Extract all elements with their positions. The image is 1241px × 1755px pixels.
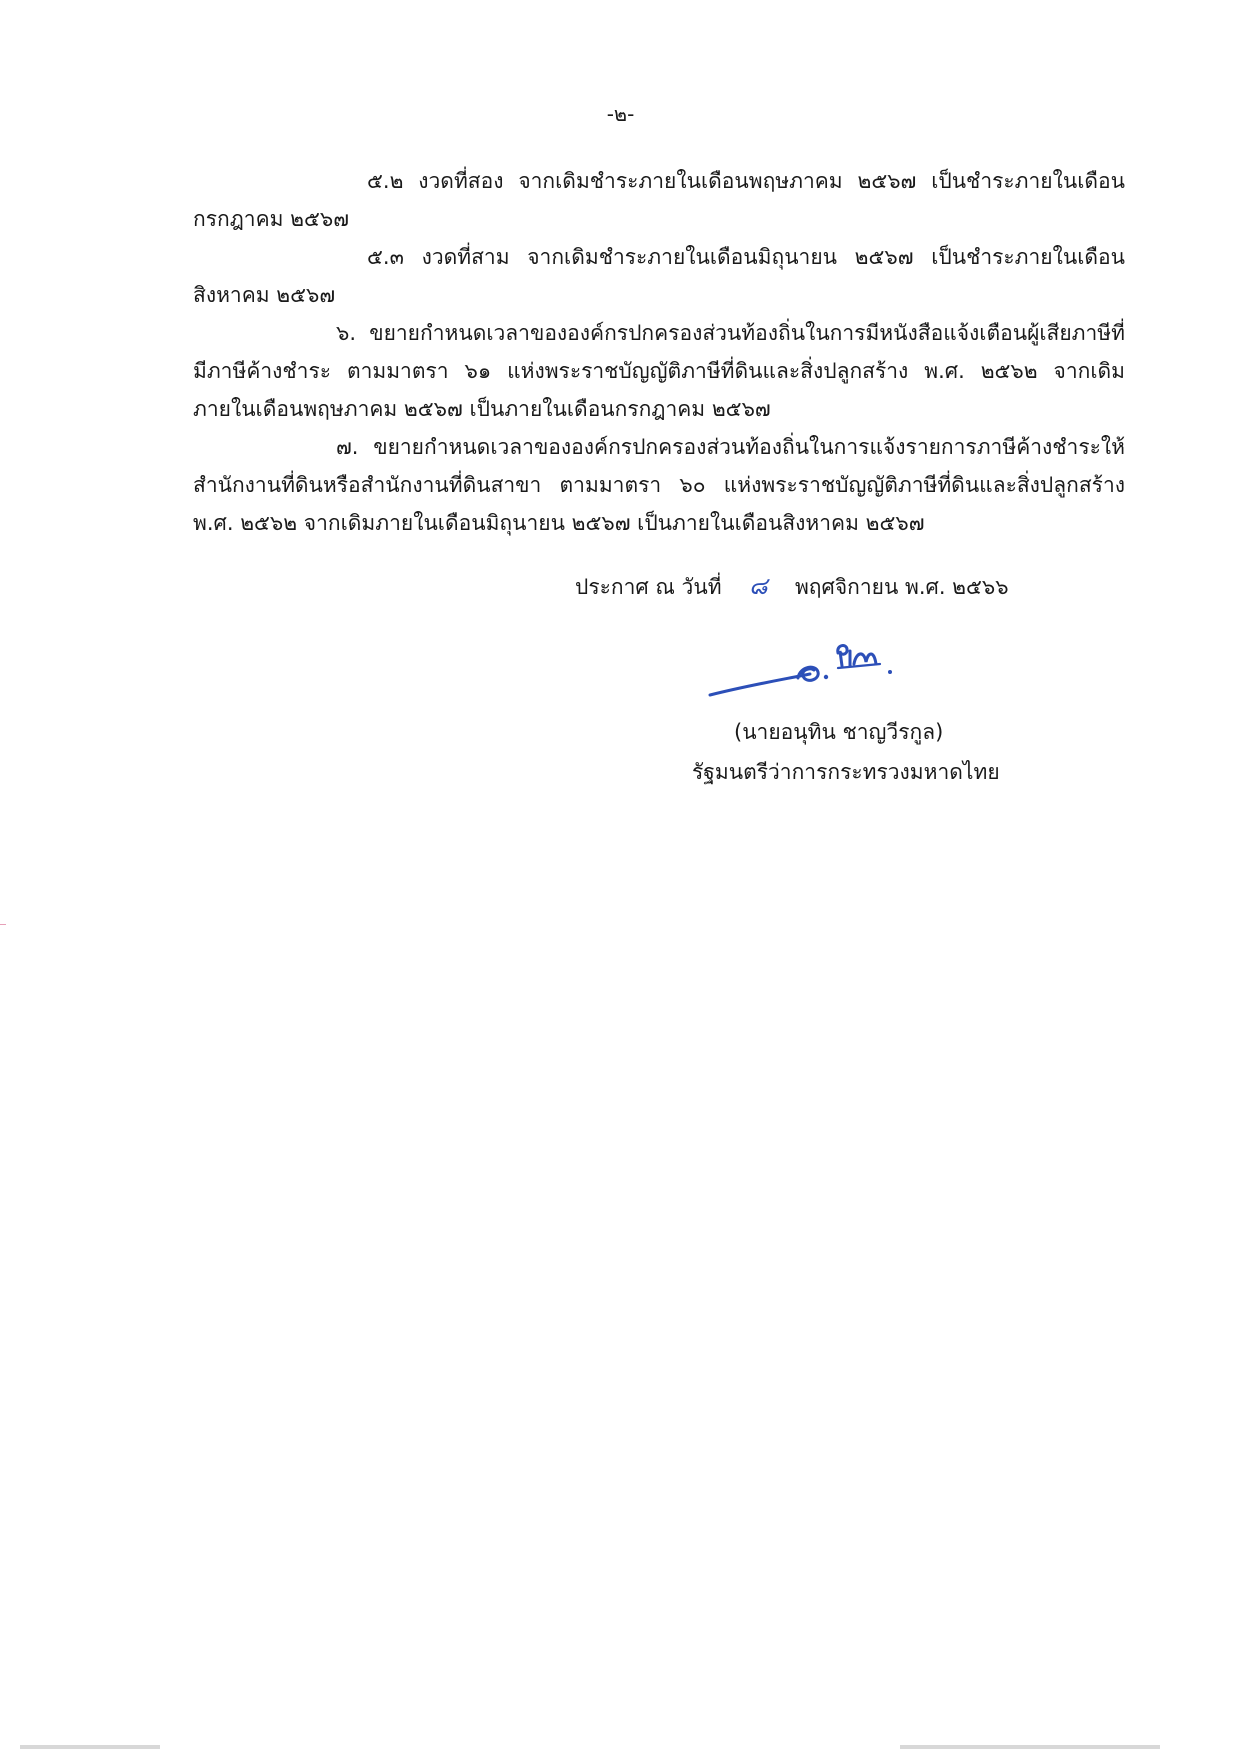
paragraph-5-2-text: ๕.๒ งวดที่สอง จากเดิมชำระภายในเดือนพฤษภาคม ๒๕๖๗ เป็นชำระภายในเดือนกรกฎาคม ๒๕๖๗	[193, 169, 1125, 231]
scan-smudge-right	[900, 1745, 1160, 1749]
paragraph-5-2	[193, 162, 1125, 238]
announcement-date	[575, 566, 1009, 605]
announcement-day-handwritten: ๘	[748, 572, 768, 600]
paragraph-7	[193, 428, 1125, 542]
paragraph-5-3-text: ๕.๓ งวดที่สาม จากเดิมชำระภายในเดือนมิถุนายน ๒๕๖๗ เป็นชำระภายในเดือนสิงหาคม ๒๕๖๗	[193, 245, 1125, 307]
paragraph-5-3	[193, 238, 1125, 314]
document-body	[193, 162, 1125, 542]
paragraph-6	[193, 314, 1125, 428]
handwritten-signature	[700, 630, 930, 710]
signer-name: (นายอนุทิน ชาญวีรกูล)	[734, 720, 944, 744]
signer-title: รัฐมนตรีว่าการกระทรวงมหาดไทย	[692, 760, 1000, 784]
paragraph-6-text: ๖. ขยายกำหนดเวลาขององค์กรปกครองส่วนท้องถิ่นในการมีหนังสือแจ้งเตือนผู้เสียภาษีที่มีภาษีค้างชำระ ตามมาตรา ๖๑ แห่งพระราชบัญญัติภาษีที่ดินและสิ่งปลูกสร้าง พ.ศ. ๒๕๖๒ จากเดิมภายในเดือนพฤษภาคม ๒๕๖๗ เป็นภายในเดือนกรกฎาคม ๒๕๖๗	[193, 321, 1125, 421]
page-number: -๒-	[606, 102, 635, 126]
announcement-month-year: พฤศจิกายน พ.ศ. ๒๕๖๖	[794, 575, 1009, 599]
scan-edge-mark	[0, 924, 6, 925]
paragraph-7-text: ๗. ขยายกำหนดเวลาขององค์กรปกครองส่วนท้องถิ่นในการแจ้งรายการภาษีค้างชำระให้สำนักงานที่ดินหรือสำนักงานที่ดินสาขา ตามมาตรา ๖๐ แห่งพระราชบัญญัติภาษีที่ดินและสิ่งปลูกสร้าง พ.ศ. ๒๕๖๒ จากเดิมภายในเดือนมิถุนายน ๒๕๖๗ เป็นภายในเดือนสิงหาคม ๒๕๖๗	[193, 435, 1125, 535]
announcement-prefix: ประกาศ ณ วันที่	[575, 575, 722, 599]
scan-smudge-left	[20, 1745, 160, 1749]
